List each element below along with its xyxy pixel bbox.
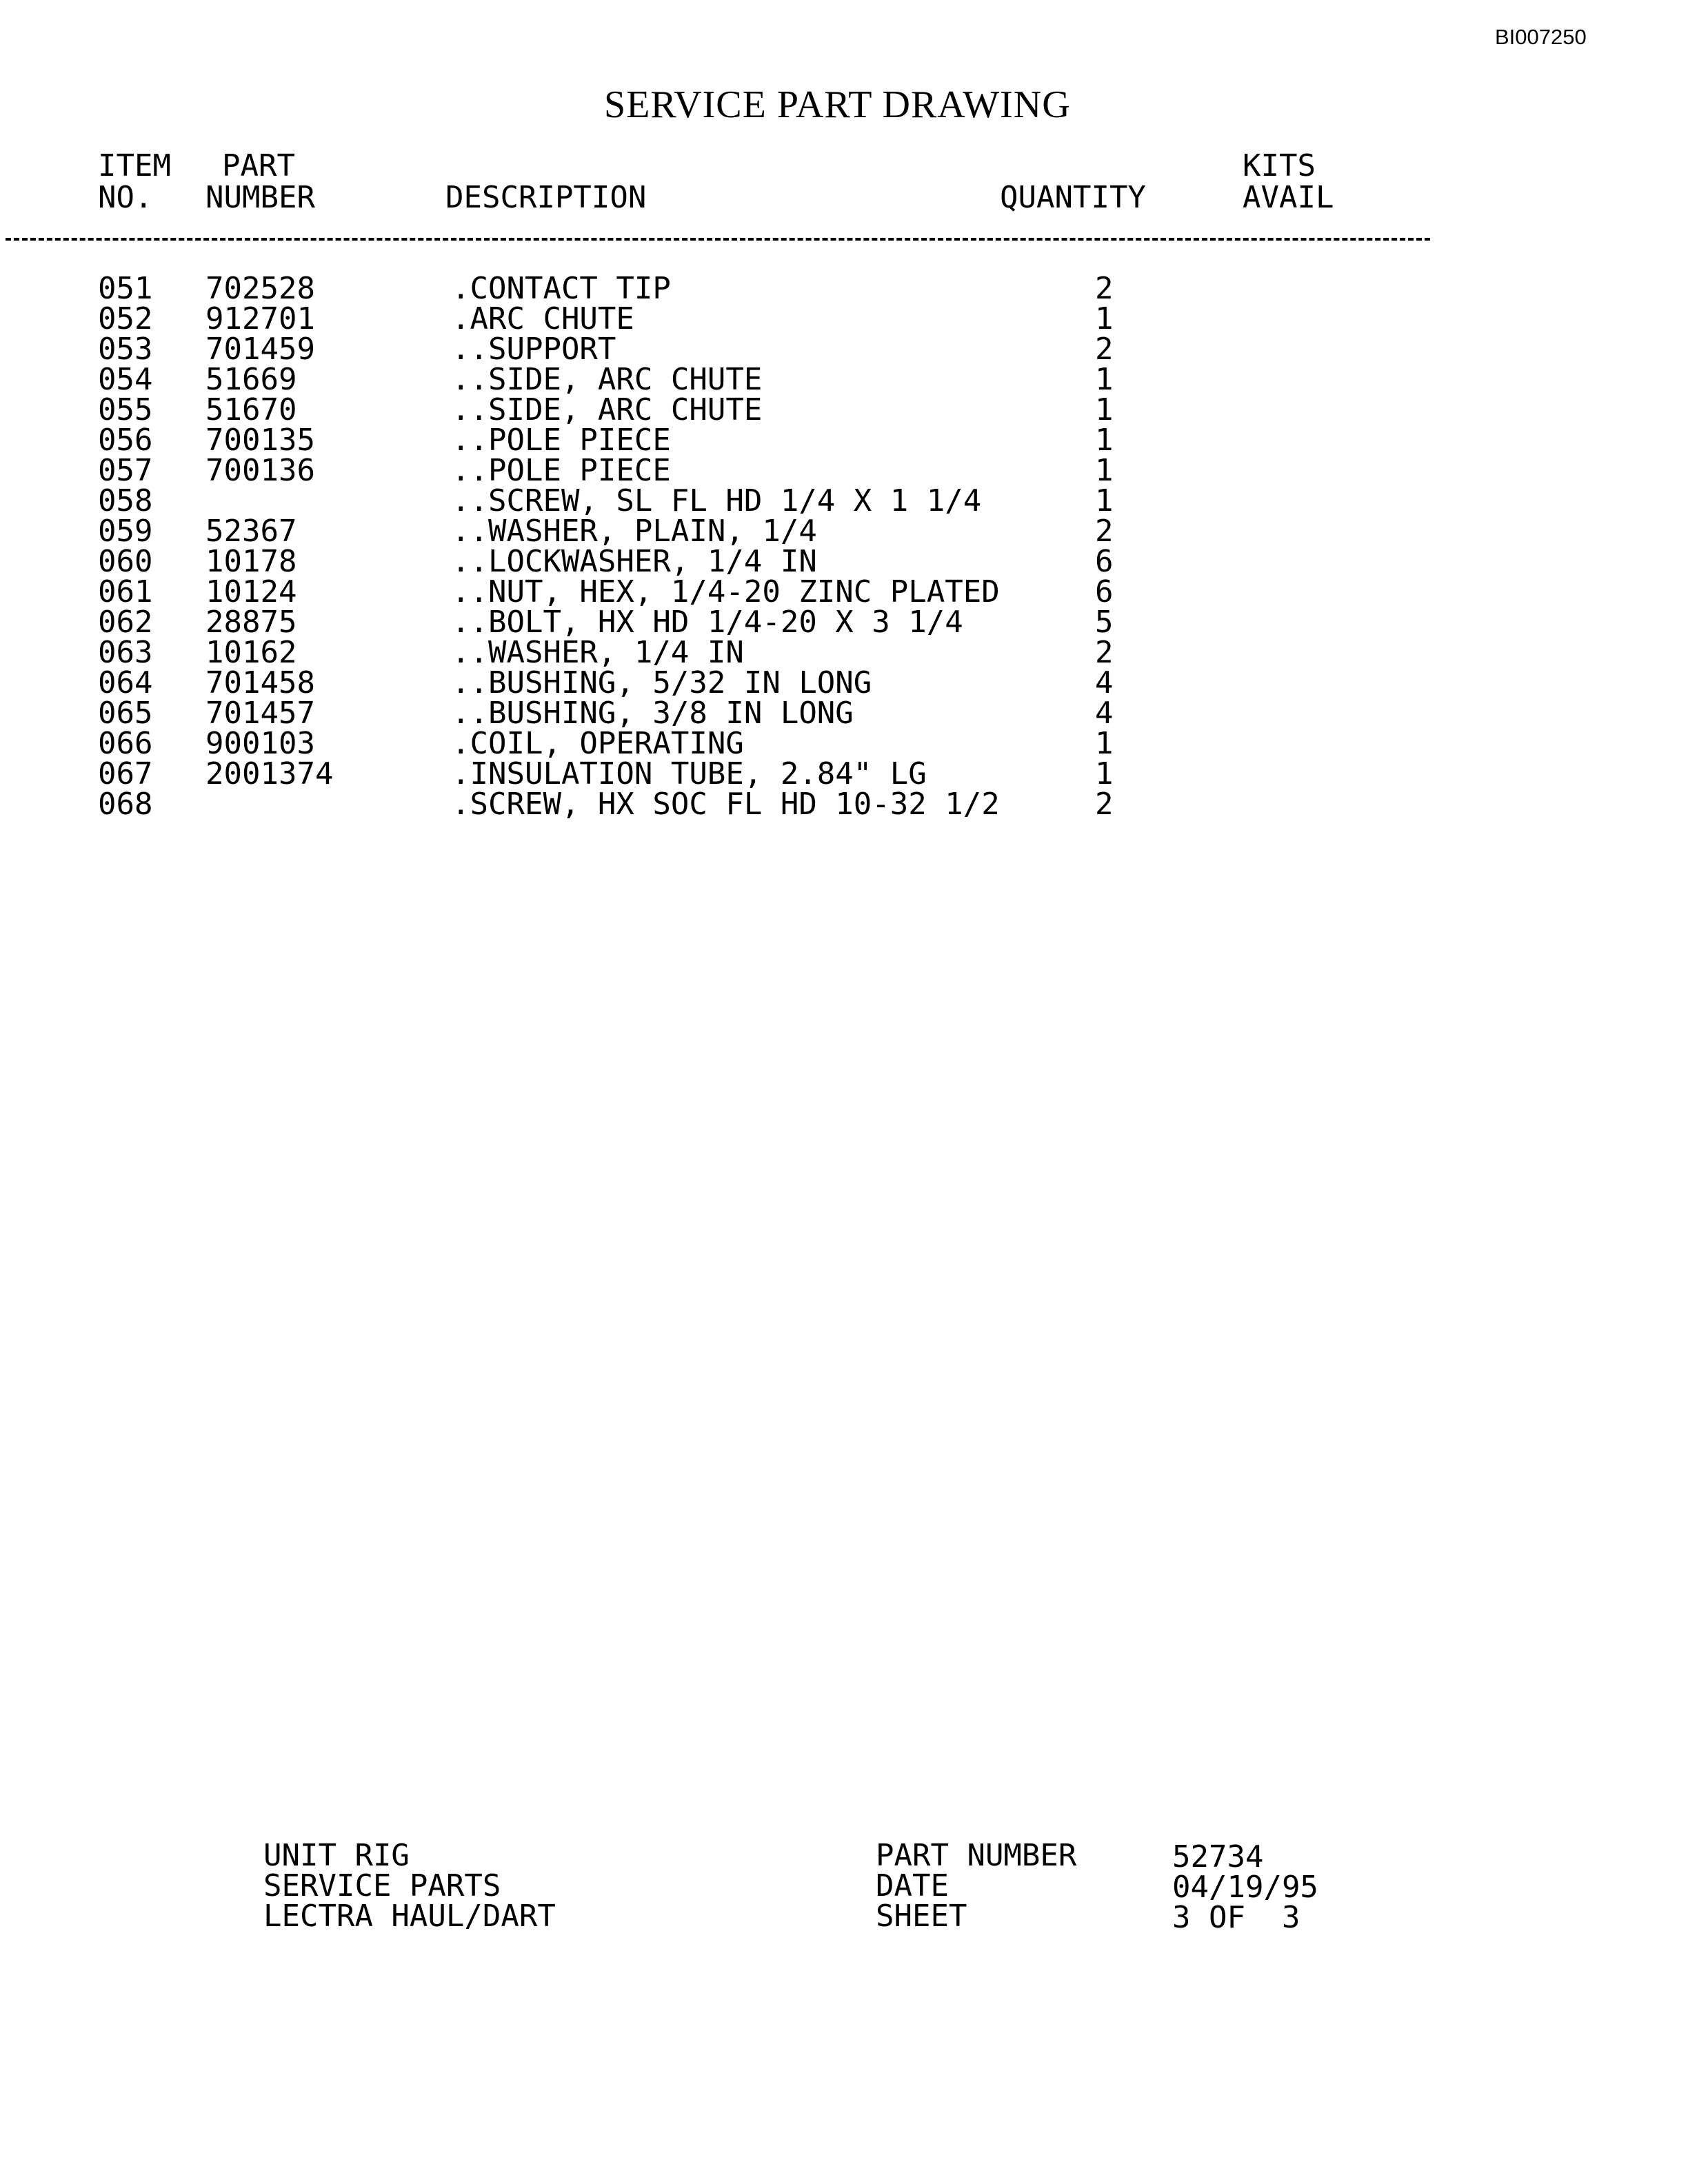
page-title: SERVICE PART DRAWING — [604, 83, 1071, 126]
item-number: 061 — [98, 574, 153, 609]
quantity: 2 — [1095, 635, 1114, 670]
item-number: 060 — [98, 544, 153, 579]
description: ..WASHER, 1/4 IN — [452, 635, 744, 670]
description: .COIL, OPERATING — [452, 726, 744, 761]
description: .CONTACT TIP — [452, 271, 671, 306]
footer-part-number-value: 52734 — [1172, 1839, 1264, 1874]
item-number: 053 — [98, 332, 153, 367]
footer-dept: SERVICE PARTS — [263, 1868, 501, 1903]
quantity: 4 — [1095, 665, 1114, 700]
header-quantity: QUANTITY — [1000, 180, 1146, 215]
quantity: 1 — [1095, 726, 1114, 761]
header-part-line1: PART — [222, 148, 295, 183]
item-number: 059 — [98, 514, 153, 549]
table-row — [0, 544, 1114, 579]
table-row — [0, 453, 1114, 488]
description: ..LOCKWASHER, 1/4 IN — [452, 544, 817, 579]
part-number: 28875 — [205, 605, 297, 640]
part-number: 912701 — [205, 301, 315, 336]
footer-product: LECTRA HAUL/DART — [263, 1899, 556, 1934]
table-row — [0, 574, 1114, 609]
description: ..POLE PIECE — [452, 453, 671, 488]
quantity: 4 — [1095, 696, 1114, 731]
quantity: 1 — [1095, 362, 1114, 397]
part-number: 51670 — [205, 392, 297, 427]
part-number: 700135 — [205, 423, 315, 458]
part-number: 702528 — [205, 271, 315, 306]
table-row — [0, 423, 1114, 458]
quantity: 6 — [1095, 544, 1114, 579]
footer-company: UNIT RIG — [263, 1838, 410, 1873]
header-description: DESCRIPTION — [445, 180, 647, 215]
footer-date-label: DATE — [876, 1868, 949, 1903]
quantity: 2 — [1095, 332, 1114, 367]
description: ..NUT, HEX, 1/4-20 ZINC PLATED — [452, 574, 1000, 609]
item-number: 066 — [98, 726, 153, 761]
table-row — [0, 756, 1114, 791]
quantity: 1 — [1095, 483, 1114, 518]
description: ..BUSHING, 5/32 IN LONG — [452, 665, 872, 700]
footer-part-number-label: PART NUMBER — [876, 1838, 1077, 1873]
item-number: 055 — [98, 392, 153, 427]
footer-date-value: 04/19/95 — [1172, 1870, 1318, 1905]
header-item-line1: ITEM — [98, 148, 171, 183]
part-number: 52367 — [205, 514, 297, 549]
part-number: 701458 — [205, 665, 315, 700]
part-number: 2001374 — [205, 756, 334, 791]
description: ..SIDE, ARC CHUTE — [452, 392, 763, 427]
table-row — [0, 726, 1114, 761]
item-number: 051 — [98, 271, 153, 306]
description: .INSULATION TUBE, 2.84" LG — [452, 756, 927, 791]
quantity: 2 — [1095, 271, 1114, 306]
item-number: 057 — [98, 453, 153, 488]
header-item-line2: NO. — [98, 180, 153, 215]
table-row — [0, 787, 1114, 822]
quantity: 6 — [1095, 574, 1114, 609]
quantity: 1 — [1095, 423, 1114, 458]
item-number: 063 — [98, 635, 153, 670]
description: ..POLE PIECE — [452, 423, 671, 458]
part-number: 701459 — [205, 332, 315, 367]
quantity: 1 — [1095, 756, 1114, 791]
table-row — [0, 271, 1114, 306]
description: .ARC CHUTE — [452, 301, 634, 336]
quantity: 2 — [1095, 514, 1114, 549]
item-number: 064 — [98, 665, 153, 700]
description: ..SIDE, ARC CHUTE — [452, 362, 763, 397]
item-number: 054 — [98, 362, 153, 397]
part-number: 10162 — [205, 635, 297, 670]
footer-sheet-value: 3 OF 3 — [1172, 1900, 1300, 1935]
table-row — [0, 483, 1114, 518]
item-number: 067 — [98, 756, 153, 791]
table-row — [0, 665, 1114, 700]
table-row — [0, 635, 1114, 670]
item-number: 052 — [98, 301, 153, 336]
table-row — [0, 362, 1114, 397]
part-number: 51669 — [205, 362, 297, 397]
quantity: 1 — [1095, 301, 1114, 336]
header-kits-line1: KITS — [1243, 148, 1316, 183]
quantity: 5 — [1095, 605, 1114, 640]
item-number: 058 — [98, 483, 153, 518]
table-row — [0, 696, 1114, 731]
part-number: 10124 — [205, 574, 297, 609]
part-number: 900103 — [205, 726, 315, 761]
part-number: 701457 — [205, 696, 315, 731]
description: ..BUSHING, 3/8 IN LONG — [452, 696, 854, 731]
item-number: 056 — [98, 423, 153, 458]
quantity: 2 — [1095, 787, 1114, 822]
part-number: 10178 — [205, 544, 297, 579]
description: .SCREW, HX SOC FL HD 10-32 1/2 — [452, 787, 1000, 822]
table-row — [0, 514, 1114, 549]
item-number: 065 — [98, 696, 153, 731]
table-row — [0, 301, 1114, 336]
part-number: 700136 — [205, 453, 315, 488]
footer-sheet-label: SHEET — [876, 1899, 967, 1934]
document-id: BI007250 — [1495, 25, 1587, 49]
quantity: 1 — [1095, 453, 1114, 488]
description: ..WASHER, PLAIN, 1/4 — [452, 514, 817, 549]
table-row — [0, 392, 1114, 427]
quantity: 1 — [1095, 392, 1114, 427]
header-divider — [6, 238, 1430, 241]
item-number: 062 — [98, 605, 153, 640]
item-number: 068 — [98, 787, 153, 822]
table-row — [0, 332, 1114, 367]
table-row — [0, 605, 1114, 640]
description: ..SCREW, SL FL HD 1/4 X 1 1/4 — [452, 483, 982, 518]
header-kits-line2: AVAIL — [1243, 180, 1334, 215]
description: ..SUPPORT — [452, 332, 616, 367]
header-part-line2: NUMBER — [205, 180, 315, 215]
description: ..BOLT, HX HD 1/4-20 X 3 1/4 — [452, 605, 963, 640]
